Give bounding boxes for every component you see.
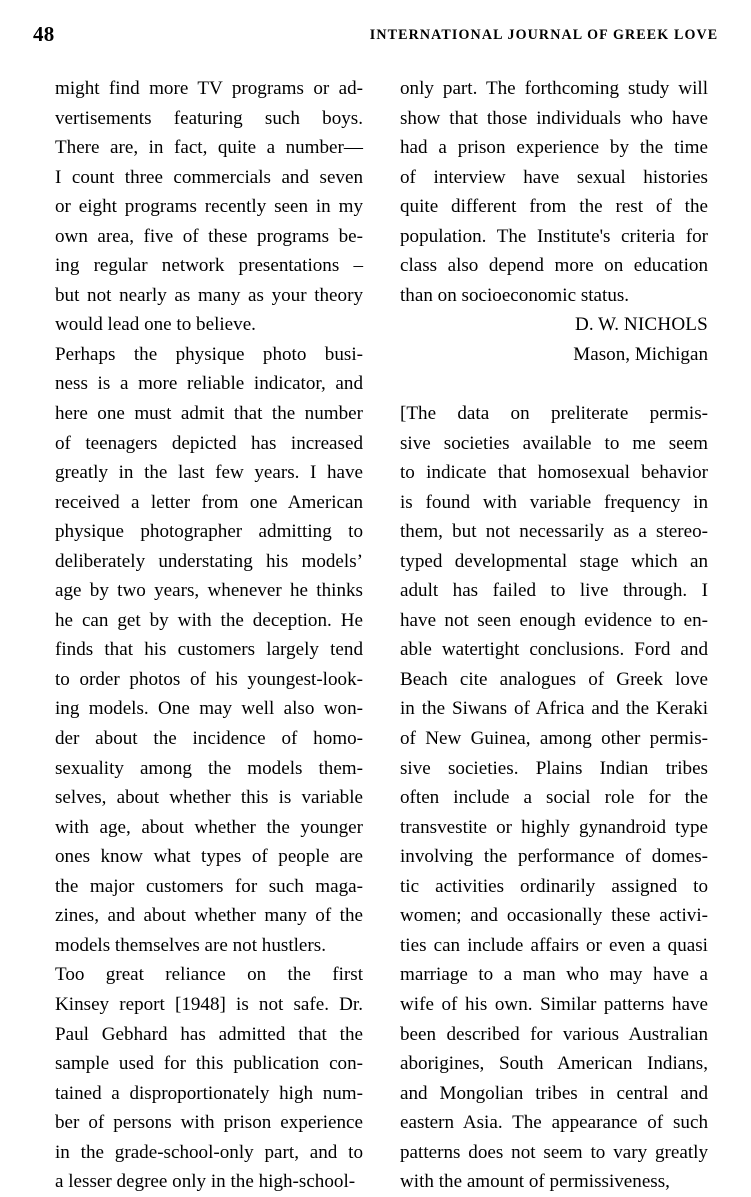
text-line: only part. The forthcoming study will [400, 78, 708, 99]
text-line: involving the performance of domes- [400, 846, 708, 868]
text-line: here one must admit that the number [55, 403, 363, 425]
letter-signature [378, 310, 708, 369]
text-line: received a letter from one American [55, 491, 363, 513]
text-line: I count three commercials and seven [55, 166, 363, 188]
text-line: in the Siwans of Africa and the Keraki [400, 698, 708, 720]
text-line: might find more TV programs or ad- [55, 78, 363, 99]
editorial-note-paragraph [378, 399, 708, 1197]
left-column-paragraph [33, 960, 363, 1196]
text-line: sample used for this publication con- [55, 1053, 363, 1075]
left-text-column [33, 74, 363, 1197]
text-line: women; and occasionally these activi- [400, 905, 708, 927]
text-line: in the grade-school-only part, and to [55, 1141, 363, 1163]
text-line: finds that his customers largely tend [55, 639, 363, 661]
text-line: but not nearly as many as your theory [55, 284, 363, 306]
text-line: typed developmental stage which an [400, 550, 708, 572]
text-line: population. The Institute's criteria for [400, 225, 708, 247]
signature-location: Mason, Michigan [573, 343, 708, 365]
text-line: sive societies. Plains Indian tribes [400, 757, 708, 779]
text-line: ing models. One may well also won- [55, 698, 363, 720]
paragraph-spacer [378, 369, 708, 399]
text-line: ness is a more reliable indicator, and [55, 373, 363, 395]
text-line: ones know what types of people are [55, 846, 363, 868]
right-column-paragraph [378, 74, 708, 310]
journal-title: INTERNATIONAL JOURNAL OF GREEK LOVE [369, 27, 718, 43]
text-line: sive societies available to me seem [400, 432, 708, 454]
text-line: own area, five of these programs be- [55, 225, 363, 247]
text-line: Perhaps the physique photo busi- [55, 343, 363, 365]
text-line: been described for various Australian [400, 1023, 708, 1045]
text-line: show that those individuals who have [400, 107, 708, 129]
running-head [0, 22, 751, 50]
text-line: ties can include affairs or even a quasi [400, 934, 708, 956]
text-line: Beach cite analogues of Greek love [400, 668, 708, 690]
text-line: able watertight conclusions. Ford and [400, 639, 708, 661]
text-line: with age, about whether the younger [55, 816, 363, 838]
text-line: wife of his own. Similar patterns have [400, 993, 708, 1015]
text-line: class also depend more on education [400, 255, 708, 277]
text-line: of interview have sexual histories [400, 166, 708, 188]
signature-author-surname: NICHOLS [623, 314, 708, 336]
text-line: to indicate that homosexual behavior [400, 462, 708, 484]
text-line: have not seen enough evidence to en- [400, 609, 708, 631]
text-line: them, but not necessarily as a stereo- [400, 521, 708, 543]
text-line: would lead one to believe. [55, 314, 256, 336]
text-line: age by two years, whenever he thinks [55, 580, 363, 602]
signature-author [378, 310, 708, 340]
text-line: sexuality among the models them- [55, 757, 363, 779]
text-line: Paul Gebhard has admitted that the [55, 1023, 363, 1045]
text-line: a lesser degree only in the high-school- [55, 1171, 356, 1193]
text-line: selves, about whether this is variable [55, 787, 363, 809]
text-line: [The data on preliterate permis- [400, 403, 708, 425]
text-line: is found with variable frequency in [400, 491, 708, 513]
text-line: der about the incidence of homo- [55, 728, 363, 750]
text-line: Too great reliance on the first [55, 964, 363, 986]
text-line: of teenagers depicted has increased [55, 432, 363, 454]
text-line: adult has failed to live through. I [400, 580, 708, 602]
text-line: vertisements featuring such boys. [55, 107, 363, 129]
text-line: deliberately understating his models’ [55, 550, 363, 572]
text-line: There are, in fact, quite a number— [55, 137, 363, 159]
text-line: quite different from the rest of the [400, 196, 708, 218]
text-line: or eight programs recently seen in my [55, 196, 363, 218]
text-line: Kinsey report [1948] is not safe. Dr. [55, 993, 363, 1015]
text-line: zines, and about whether many of the [55, 905, 363, 927]
left-column-paragraph [33, 340, 363, 960]
text-line: often include a social role for the [400, 787, 708, 809]
text-line: of New Guinea, among other permis- [400, 728, 708, 750]
text-line: greatly in the last few years. I have [55, 462, 363, 484]
text-line: eastern Asia. The appearance of such [400, 1112, 708, 1134]
text-line: and Mongolian tribes in central and [400, 1082, 708, 1104]
text-line: models themselves are not hustlers. [55, 934, 326, 956]
text-line: ing regular network presentations – [55, 255, 363, 277]
right-text-column [378, 74, 708, 1197]
signature-author-initials: D. W. [575, 314, 624, 336]
text-line: aborigines, South American Indians, [400, 1053, 708, 1075]
page-number: 48 [33, 22, 55, 46]
text-line: he can get by with the deception. He [55, 609, 363, 631]
text-line: marriage to a man who may have a [400, 964, 708, 986]
text-line: ber of persons with prison experience [55, 1112, 363, 1134]
text-line: tained a disproportionately high num- [55, 1082, 363, 1104]
text-line: had a prison experience by the time [400, 137, 708, 159]
text-line: with the amount of permissiveness, [400, 1171, 670, 1193]
text-line: physique photographer admitting to [55, 521, 363, 543]
text-line: than on socioeconomic status. [400, 284, 630, 306]
text-line: the major customers for such maga- [55, 875, 363, 897]
text-line: patterns does not seem to vary greatly [400, 1141, 708, 1163]
text-line: tic activities ordinarily assigned to [400, 875, 708, 897]
text-line: transvestite or highly gynandroid type [400, 816, 708, 838]
left-column-paragraph [33, 74, 363, 340]
text-line: to order photos of his youngest-look- [55, 668, 363, 690]
